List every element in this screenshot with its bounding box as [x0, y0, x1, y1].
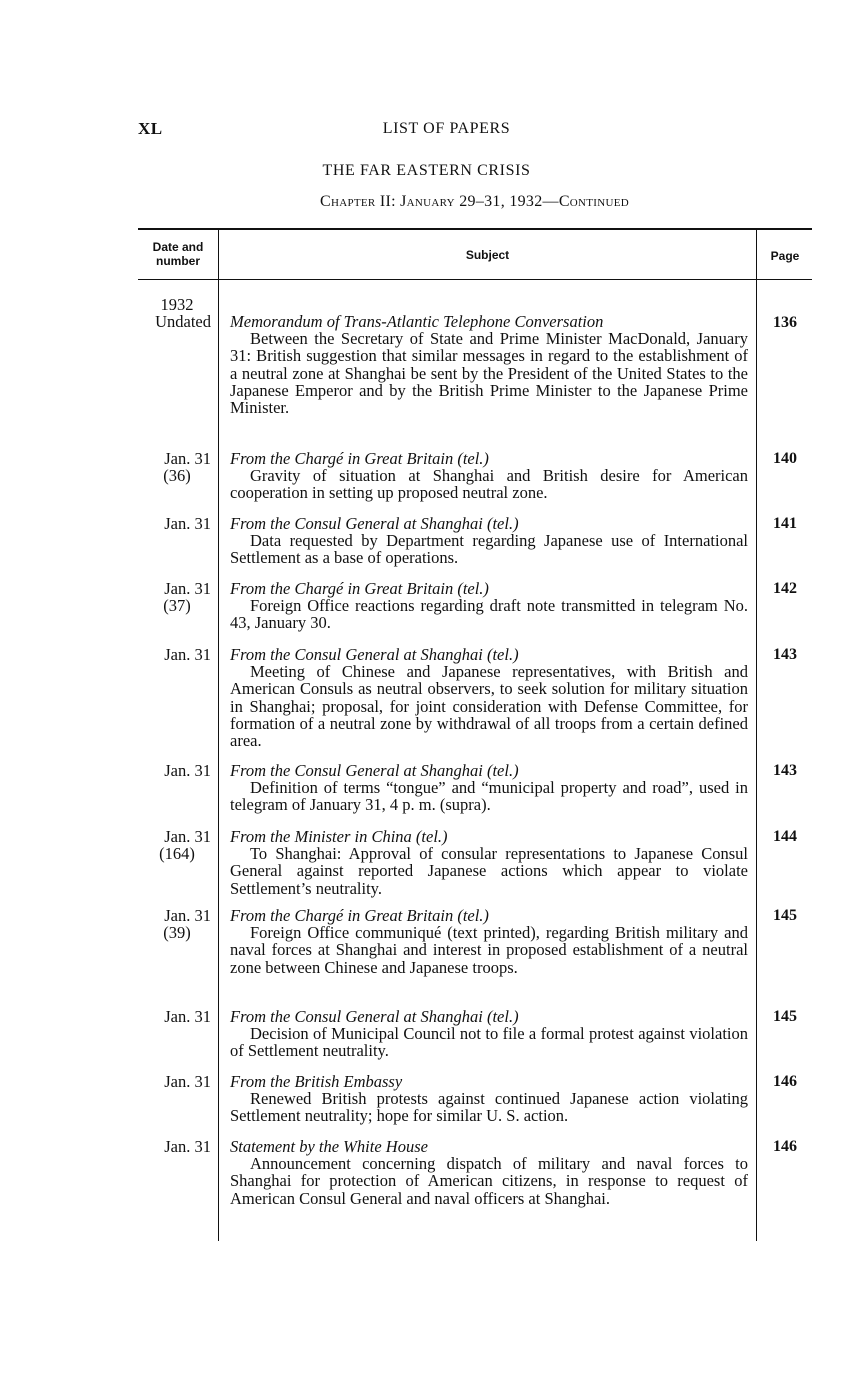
page-number: XL [138, 119, 163, 138]
entry-date-text: Undated [155, 312, 211, 332]
column-divider-date [218, 228, 219, 1241]
entry-description: Meeting of Chinese and Japanese representatives, with British and American Consuls as neutral observers, to seek solution for military situation in Shanghai; proposal, for joint consideration with Defense Committee, for formation of a neutral zone by withdrawal of all troops from a certain defined area. [230, 662, 748, 751]
column-header-page: Page [770, 249, 800, 263]
entry-date [138, 1138, 211, 1155]
entry-date-text: Jan. 31 [164, 1137, 211, 1156]
entry-number: (36) [163, 466, 191, 486]
entry-title: From the Chargé in Great Britain (tel.) [230, 906, 489, 925]
entry-year: 1932 [160, 295, 194, 314]
entry-page: 136 [773, 314, 797, 331]
running-title-text: LIST OF PAPERS [382, 120, 511, 137]
entry-number: (164) [159, 844, 195, 864]
entry-date-text: Jan. 31 [164, 761, 211, 780]
table-header-rule [138, 279, 812, 280]
entry-date [138, 580, 211, 614]
entry-title: Statement by the White House [230, 1137, 428, 1156]
column-header-subject: Subject [465, 248, 510, 262]
entry-date-text: Jan. 31 [164, 645, 211, 664]
entry-date [138, 296, 211, 330]
entry-subject [230, 580, 748, 632]
entry-date [138, 1008, 211, 1025]
entry-title: From the Consul General at Shanghai (tel.) [230, 514, 519, 533]
entry-title: From the British Embassy [230, 1072, 403, 1091]
entry-description: Announcement concerning dispatch of military and naval forces to Shanghai for protection of American citizens, in response to request of American Consul General and naval officers at Shanghai. [230, 1154, 748, 1208]
entry-page: 145 [773, 1008, 797, 1025]
table-top-rule [138, 228, 812, 230]
entry-subject [230, 907, 748, 976]
entry-date [138, 828, 211, 862]
entry-description: To Shanghai: Approval of consular representations to Japanese Consul General against reported Japanese actions which appear to violate Settlement’s neutrality. [230, 844, 748, 898]
entry-date-text: Jan. 31 [164, 449, 211, 468]
entry-date-text: Jan. 31 [164, 579, 211, 598]
entry-page: 143 [773, 646, 797, 663]
entry-title: From the Consul General at Shanghai (tel.) [230, 761, 519, 780]
entry-description: Gravity of situation at Shanghai and British desire for American cooperation in setting up proposed neutral zone. [230, 466, 748, 503]
entry-date-text: Jan. 31 [164, 514, 211, 533]
entry-number: (37) [163, 596, 191, 616]
entry-page: 142 [773, 580, 797, 597]
entry-date [138, 907, 211, 941]
chapter-label: Chapter II [319, 193, 392, 210]
entry-description: Between the Secretary of State and Prime Minister MacDonald, January 31: British suggestion that similar messages in regard to the establishment of a neutral zone at Shanghai be sent by the President of the United States to the Japanese Emperor and by the British Prime Minister to the Japanese Prime Minister. [230, 329, 748, 418]
entry-subject [230, 646, 748, 749]
entry-description: Foreign Office communiqué (text printed), regarding British military and naval forces at Shanghai and interest in proposed establishment of a neutral zone between Chinese and Japanese troops. [230, 923, 748, 977]
entry-title: From the Minister in China (tel.) [230, 827, 448, 846]
entry-title: Memorandum of Trans-Atlantic Telephone Conversation [230, 312, 604, 331]
entry-subject [230, 1008, 748, 1060]
entry-subject [230, 762, 748, 814]
entry-date [138, 646, 211, 663]
entry-title: From the Chargé in Great Britain (tel.) [230, 449, 489, 468]
entry-page: 146 [773, 1073, 797, 1090]
entry-description: Data requested by Department regarding Japanese use of International Settlement as a base of operations. [230, 531, 748, 568]
entry-number: (39) [163, 923, 191, 943]
running-title [0, 120, 853, 138]
entry-description: Definition of terms “tongue” and “municipal property and road”, used in telegram of January 31, 4 p. m. (supra). [230, 778, 748, 815]
section-title: THE FAR EASTERN CRISIS [322, 162, 531, 179]
column-header-date: Date and number [152, 240, 204, 268]
entry-description: Decision of Municipal Council not to file a formal protest against violation of Settlement neutrality. [230, 1024, 748, 1061]
entry-title: From the Consul General at Shanghai (tel.) [230, 645, 519, 664]
chapter-dates: : January 29–31, 1932—Continued [391, 193, 630, 210]
entry-page: 145 [773, 907, 797, 924]
entry-date [138, 450, 211, 484]
entry-page: 140 [773, 450, 797, 467]
entry-subject [230, 313, 748, 416]
entry-date [138, 762, 211, 779]
entry-page: 144 [773, 828, 797, 845]
entry-date-text: Jan. 31 [164, 1072, 211, 1091]
entry-page: 143 [773, 762, 797, 779]
entry-title: From the Chargé in Great Britain (tel.) [230, 579, 489, 598]
entry-page: 141 [773, 515, 797, 532]
entry-subject [230, 1073, 748, 1125]
entry-description: Renewed British protests against continued Japanese action violating Settlement neutrality; hope for similar U. S. action. [230, 1089, 748, 1126]
entry-date-text: Jan. 31 [164, 827, 211, 846]
entry-date-text: Jan. 31 [164, 906, 211, 925]
entry-subject [230, 828, 748, 897]
entry-date [138, 515, 211, 532]
entry-subject [230, 515, 748, 567]
entry-title: From the Consul General at Shanghai (tel.) [230, 1007, 519, 1026]
entry-description: Foreign Office reactions regarding draft note transmitted in telegram No. 43, January 30. [230, 596, 748, 633]
entry-subject [230, 1138, 748, 1207]
entry-page: 146 [773, 1138, 797, 1155]
chapter-heading [0, 193, 853, 211]
entry-subject [230, 450, 748, 502]
entry-date-text: Jan. 31 [164, 1007, 211, 1026]
entry-date [138, 1073, 211, 1090]
